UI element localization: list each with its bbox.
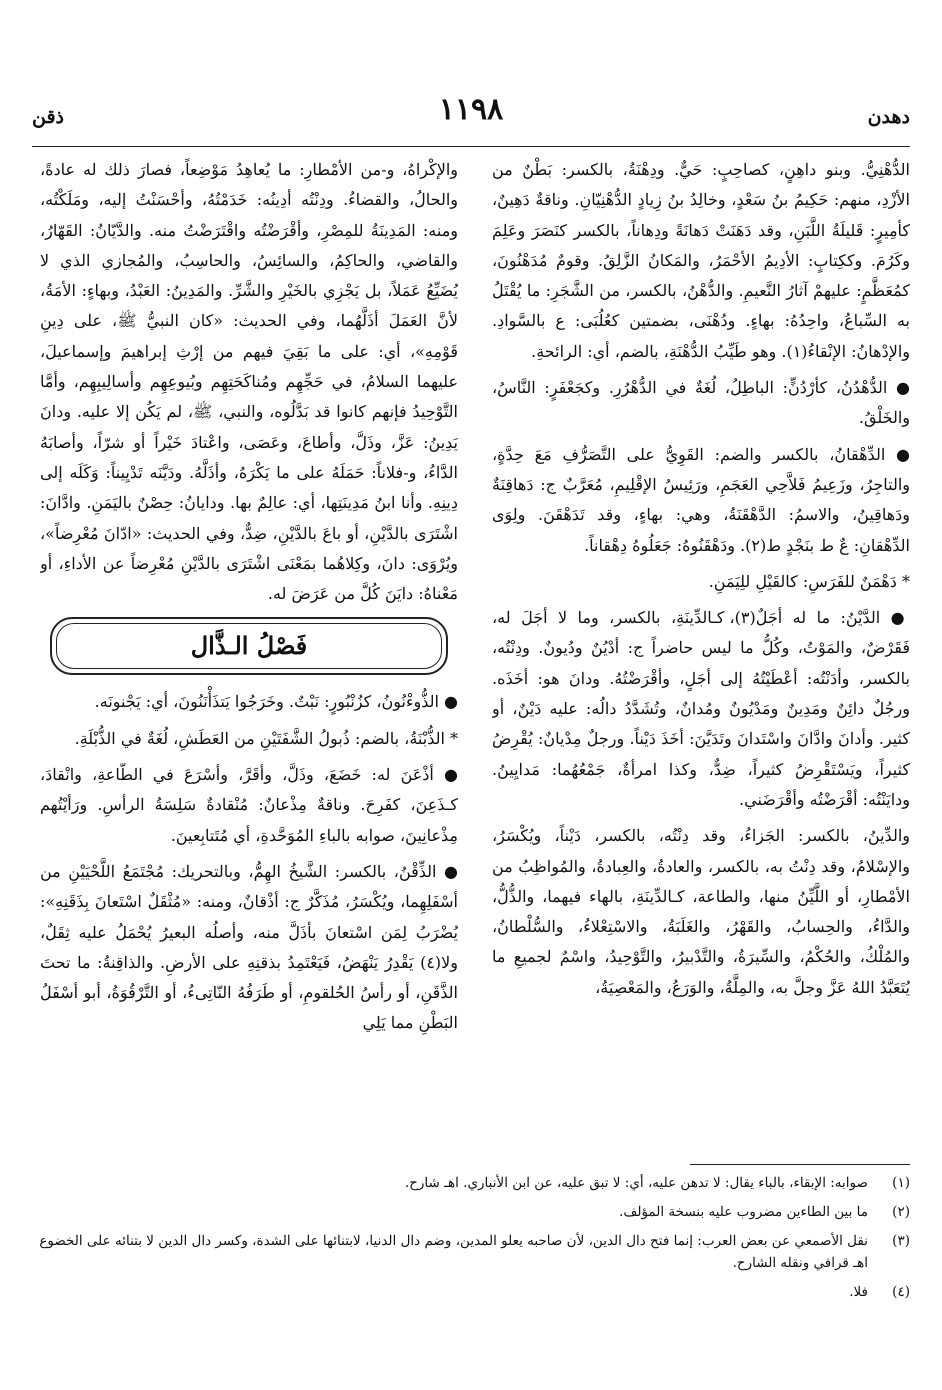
footnote	[32, 1172, 910, 1194]
running-head-left: ذقن	[32, 106, 65, 128]
header-rule	[32, 146, 910, 147]
footnote	[32, 1281, 910, 1303]
footnote-number: (١)	[892, 1175, 910, 1191]
entry-paragraph: ● الدَّيْنُ: ما له أجَلٌ(٣)، كـالدِّينَةِ، بالكسر، وما لا أجَلَ له، فَقَرْضٌ، والمَوْتُ، وكُلُّ ما ليس حاضراً ج: أدْيُنٌ ودُيونٌ. ودِنْتُه، بالكسر، وأدَنْتُه: أعْطَيْتُهُ إلى أجَلٍ، وأقْرَضْتُهُ. ودانَ هو: أخَذَه. ورجُلٌ دائِنٌ ومَدِينٌ ومَدْيُونٌ ومُدانٌ، وتُشَدَّدُ دالُه: عليه دَيْنٌ، أو كثير. وأدانَ وادَّانَ واسْتَدانَ وتَدَيَّنَ: أخَذَ دَيْناً. ورجلٌ مِدْيانٌ: يُقْرِضُ كثيراً، ويَسْتَقْرِضُ كثيراً، ضِدٌّ، وكذا امرأةٌ، جَمْعُهُما: مَدايِينُ. ودايَنْتُه: أقْرَضْتُه وأقْرَضَني.	[492, 608, 910, 809]
footnotes	[32, 1172, 910, 1310]
footnote-rule	[690, 1164, 910, 1165]
section-heading-box	[50, 617, 448, 675]
footnote-number: (٣)	[892, 1233, 910, 1249]
footnote-text: نقل الأصمعي عن بعض العرب: إنما فتح دال الدين، لأن صاحبه يعلو المدين، وضم دال الدنيا، لابتنائها على الشدة، وكسر دال الدين لا بتنائه على الخضوع اهـ قرافي ونقله الشارح.	[39, 1233, 868, 1271]
footnote-text: ما بين الطاءين مضروب عليه بنسخة المؤلف.	[619, 1204, 868, 1220]
right-column	[492, 155, 910, 1155]
page-number: ١١٩٨	[438, 92, 504, 127]
entry-paragraph: * الذُّبْنَةُ، بالضم: ذُبولُ الشَّفَتَيْنِ من العَطَشِ، لُغَةٌ في الذُّبْلَةِ.	[74, 728, 458, 748]
entry-paragraph: ● الدُّهْدُنُ، كأرْدُنٍّ: الباطِلُ، لُغَةٌ في الدُّهْرُرِ. وكجَعْفَرٍ: النَّاسُ، والخَلْقُ.	[492, 378, 910, 428]
footnote-number: (٢)	[892, 1204, 910, 1220]
footnote-number: (٤)	[892, 1284, 910, 1300]
running-head-right: دهدن	[867, 106, 910, 128]
entry-paragraph: ● الذِّقْنُ، بالكسر: الشَّيخُ الهِمُّ، وبالتحريك: مُجْتَمَعُ اللَّحْيَيْنِ من أسْفَلِهِما، ويُكْسَرُ، مُذَكَّرٌ ج: أذْقانٌ، ومنه: «مُثْقَلٌ اسْتَعانَ بِذَقَنِهِ»: يُضْرَبُ لِمَن اسْتعانَ بأذَلَّ منه، وأصلُه البعيرُ يُحْمَلُ عليه ثِقَلٌ، ولا(٤) يَقْدِرُ يَنْهَضُ، فَيَعْتَمِدُ بذقنِهِ على الأرضِ. والذاقِنةُ: ما تحتَ الذَّقَنِ، أو رأسُ الحُلقومِ، أو طَرَفُهُ النّاتِىءُ، أو التَّرْقُوَةُ، أبو أسْفَلُ البَطْنِ مما يَلِي	[40, 861, 458, 1033]
entry-paragraph: * دَهْمَنٌ للفَرَسِ: كالقَيْلِ للِيَمَنِ.	[708, 571, 910, 591]
page-header	[32, 92, 910, 136]
footnote-text: صوابه: الإبقاء، بالباء يقال: لا تدهن عليه، أي: لا تبق عليه، عن ابن الأنباري. اهـ شارح.	[404, 1175, 868, 1191]
footnote-text: فلا.	[849, 1284, 868, 1300]
entry-paragraph: ● الدِّهْقانُ، بالكسر والضم: القَوِيُّ على التَّصَرُّفِ مَعَ حِدَّةٍ، والتاجِرُ، وزَعِيمُ فَلاَّحِي العَجَمِ، ورَئِيسُ الإقْلِيمِ، مُعَرَّبٌ ج: دَهاقِنَةٌ ودَهاقِينُ، والاسمُ: الدَّهْقَنَةُ، وهي: بهاءٍ، وقد تَدَهْقَنَ. ولِوَى الدِّهْقانِ: عٌ ط بنَجْدٍ ط(٢). ودَهْقَنُوهُ: جَعَلُوهُ دِهْقاناً.	[492, 444, 910, 555]
entry-paragraph: ● أذْعَنَ له: خَضَعَ، وذَلَّ، وأقَرَّ، وأسْرَعَ في الطّاعةِ، وانْقادَ، كـذَعِنَ، كفَرِحَ. وناقةٌ مِذْعانٌ: مُنْقادةٌ سَلِسَةُ الرأسِ. ورَأيْتُهم مِذْعانِينَ، صوابه بالباءِ المُوَحَّدةِ، أي مُتَتابِعينَ.	[40, 765, 458, 845]
entry-paragraph: والإكْراهُ، و-من الأمْطارِ: ما يُعاهِدُ مَوْضِعاً، فصارَ ذلك له عادةً، والحالُ، والقضاءُ. ودِنْتُه أدِينُه: خَدَمْتُهُ، وأحْسَنْتُ إليه، ومَلَكْتُه، ومنه: المَدِينَةُ للمِصْرِ، وأقْرَضْتُه واقْتَرَضْتُ منه. والدَّيّانُ: القَهّارُ، والقاضي، والحاكِمُ، والسائِسُ، والحاسِبُ، والمُجازي الذي لا يُضَيِّعُ عَمَلاً، بل يَجْزِي بالخَيْرِ والشَّرِّ. والمَدِينُ: العَبْدُ، وبهاءٍ: الأمَةُ، لأنَّ العَمَلَ أذَلَّهُما، وفي الحديث: «كان النبيُّ ﷺ، على دِينِ قَوْمِهِ»، أي: على ما بَقِيَ فيهم من إرْثِ إبراهيمَ وإسماعيلَ، عليهما السلامُ، في حَجِّهِم ومُناكَحَتِهِم وبُيوعِهِم وأسالِيبِهِم، وأمَّا التَّوْحِيدُ فإنهم كانوا قد بَدَّلُوه، والنبي، ﷺ، لم يَكُن إلا عليه. ودانَ يَدِينُ: عَزَّ، وذَلَّ، وأطاعَ، وعَصَى، واعْتادَ خَيْراً أو شرّاً، وأصابَهُ الدَّاءُ، و-فلاناً: حَمَلَهُ على ما يَكْرَهُ، وأذَلَّهُ. ودَيَّنَه تَدْيِيناً: وَكَلَه إلى دِينِهِ. وأنا ابنُ مَدِينَتِها، أي: عالِمٌ بها. ودايانُ: حِصْنٌ باليَمَنِ. وادَّانَ: اشْتَرَى بالدَّيْنِ، أو باعَ بالدَّيْنِ، ضِدٌّ، وفي الحديث: «ادّانَ مُعْرِضاً»، ويُرْوَى: دانَ، وكِلاهُما بمَعْنَى اشْتَرَى بالدَّيْنِ مُعْرِضاً عن الأداءِ، أو مَعْناهُ: دايَنَ كُلَّ من عَرَضَ له.	[40, 160, 458, 604]
section-title: فَصْلُ الـذَّال	[190, 631, 308, 661]
left-column	[40, 155, 458, 1155]
entry-paragraph: الدُّهْنِيُّ. وبنو داهِنٍ، كصاحِبٍ: حَيٌّ. ودِهْنَةُ، بالكسر: بَطْنٌ من الأزْدِ، منهم: حَكِيمُ بنُ سَعْدٍ، وخالِدُ بنُ زِيادٍ الدُّهْنِيّانِ. وناقةٌ دَهِينٌ، كأمِيرٍ: قَليلَةُ اللَّبَنِ، وقد دَهَنَتْ دَهانَةً ودِهاناً، بالكسر كنَصَرَ وعَلِمَ وكَرُمَ. وككِتابٍ: الأدِيمُ الأحْمَرُ، والمَكانُ الزَّلِقُ. وقومٌ مُدَهْنُونَ، كمُعَظَّمٍ: عليهمْ آثارُ النَّعيمِ. والدُّهْنُ، بالكسر، من الشَّجَرِ: ما يُقْتَلُ به السِّباعُ، واحِدُهُ: بهاءٍ. ودُهْنَى، بضمتين كعُلُبَى: ع بالسَّوادِ. والإدْهانُ: الإنْقاءُ(١). وهو طَيِّبُ الدُّهْنَةِ، بالضم، أي: الرائحةِ.	[492, 160, 910, 361]
entry-paragraph: والدِّينُ، بالكسر: الجَزاءُ، وقد دِنْتُه، بالكسر، دَيْناً، ويُكْسَرُ، والإسْلامُ، وقد دِنْتُ به، بالكسر، والعادةُ، والعِبادةُ، والمُواظِبُ من الأمْطارِ، أو اللَّيِّنُ منها، والطاعة، كـالدِّينَةِ، بالهاء فيهما، والذُّلُّ، والدَّاءُ، والحِسابُ، والقَهْرُ، والغَلَبَةُ، والاسْتِعْلاءُ، والسُّلْطانُ، والمُلْكُ، والحُكْمُ، والسِّيرَةُ، والتَّدْبيرُ، والتَّوْحِيدُ، واسْمٌ لجميعِ ما يُتَعَبَّدُ اللهُ عَزَّ وجلَّ به، والمِلَّةُ، والوَرَعُ، والمَعْصِيَةُ،	[492, 826, 910, 997]
footnote	[32, 1201, 910, 1223]
footnote	[32, 1230, 910, 1274]
entry-paragraph: ● الذُّوءْنُونُ، كزُنْبُورٍ: نَبْتٌ. وخَرَجُوا يَتذَأْنَنُونَ، أي: يَجْنونَه.	[94, 692, 458, 712]
